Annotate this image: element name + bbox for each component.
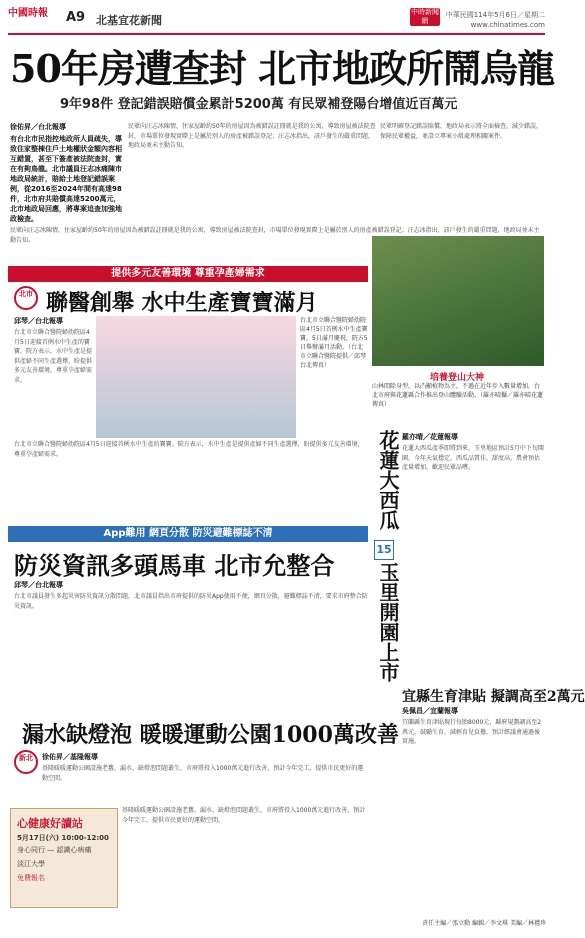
section4-body-2: 基隆暖暖運動公園設施老舊，漏水、缺燈泡問題叢生，市府將投入1000萬元進行改善，預計今年完工，提供市民更好的運動空間。	[122, 807, 366, 824]
plant-caption-title: 培養登山大神	[430, 373, 485, 383]
ad-line: 身心同行 — 認識心病痛	[17, 846, 92, 854]
section2-byline: 邱琴／台北報導	[14, 317, 63, 325]
event-ad	[10, 808, 118, 908]
hualien-byline: 羅亦晴／花蓮報導	[402, 433, 458, 441]
right-top-body: 民眾明確登記錯誤賠償，地政局表示將全面檢查，減少錯誤，保障民眾權益，並設立專案小組處理相關案件。	[380, 123, 543, 140]
section2-body: 台北市立聯合醫院婦幼院區4月5日迎接首例水中生產的寶寶。院方表示，水中生產是提供產婦不同生產選擇，盼提供多元友善環境，尊重孕產婦需求。	[14, 329, 93, 384]
main-headline: 50年房遭查封 北市地政所鬧烏龍	[10, 46, 555, 91]
website: www.chinatimes.com	[470, 21, 545, 29]
chinatimes-badge: 中時新聞網	[411, 8, 439, 25]
yilan-byline: 吳佩昌／宜蘭報導	[402, 707, 458, 715]
main-subhead: 9年98件 登記錯誤賠償金累計5200萬 有民眾補登陽台增值近百萬元	[60, 97, 458, 112]
yilan-title: 宜縣生育津貼 擬調高至2萬元	[402, 689, 585, 705]
plant-photo	[372, 236, 544, 366]
section2-banner: 提供多元友善環境 尊重孕產婦需求	[8, 266, 368, 282]
section4-byline: 徐佑昇／基隆報導	[42, 753, 98, 761]
section3-banner: App難用 網頁分散 防災避難標誌不清	[8, 526, 368, 542]
page-number: A9	[66, 10, 86, 25]
yilan-body: 宜蘭縣生育津貼現行每胎8000元，縣府規劃調高至2萬元，鼓勵生育，減輕育兒負擔，預計經議會通過後實施。	[402, 719, 542, 745]
hualien-title: 花蓮大西瓜	[376, 430, 400, 530]
hualien-subtitle: 玉里開園上市	[376, 562, 400, 682]
footer-art: 美編／林禮珍	[509, 920, 546, 927]
footer-edit: 編輯／李文琪	[472, 920, 509, 927]
section2-caption: 台北市立聯合醫院婦幼院區4月5日首例水中生產寶寶，5日滿月慶祝，院方5日舉辦滿月活動。（台北市立聯合醫院提供／邱琴台北傳真）	[300, 317, 368, 369]
section2-region-tag: 北市	[14, 286, 38, 310]
section4-body: 基隆暖暖運動公園設施老舊，漏水、缺燈泡問題叢生，市府將投入1000萬元進行改善，預計今年完工，提供市民更好的運動空間。	[42, 765, 364, 782]
section2-title: 聯醫創舉 水中生產寶寶滿月	[46, 290, 318, 316]
masthead-rule	[8, 33, 545, 35]
hospital-photo	[96, 316, 296, 438]
masthead-right	[446, 10, 545, 30]
section4-region-tag: 新北	[14, 750, 38, 774]
main-body: 民眾向汪志冰陳情，住家屋齡約50年的房屋因為被錯誤註冊就是我的公寓，導致房屋被法院查封，市場單位發現實際上是屬於別人的房產被錯誤登記；汪志冰指出，該戶發生的嚴重問題，地政局並未主動告知。	[10, 227, 540, 244]
plant-caption: 山林間除身型，以凸顯植物為主，不過在近年步入數量增加，台北市府與花蓮縣合作推出登山體驗活動。（羅亦晴攝／羅亦晴花蓮傳真）	[372, 383, 544, 408]
section3-title: 防災資訊多頭馬車 北市允整合	[14, 551, 335, 580]
section4-title: 漏水缺燈泡 暖暖運動公園1000萬改善	[22, 722, 399, 748]
ad-date: 5月17日(六) 10:00-12:00	[17, 834, 109, 842]
section3-byline: 邱琴／台北報導	[14, 581, 63, 589]
calendar-date-icon: 15	[374, 540, 394, 560]
section3-body: 台北市議員發生多起災害防災資訊分散問題，北市議員指出市府提供的防災App使用不便，網頁分散，避難標誌不清，要求市府整合防災資訊。	[14, 593, 368, 610]
ad-note: 免費報名	[17, 874, 45, 882]
issue-date: 中華民國114年5月6日／星期二	[445, 11, 545, 19]
ad-title: 心健康好讀站	[17, 817, 83, 830]
main-lead: 有台北市民指控地政所人員疏失，導致住家整棟住戶土地權狀金額內容相互錯置，甚至下簽產被法院查封，實在有夠鳥龍。北市議員汪志冰痛陳市地政局統計，賠給土地登記錯誤案例，從2016至2024年間有高達98件，北市府共賠償高達5200萬元，北市地政局回應，將專案追查加強地政檢查。	[10, 135, 122, 223]
footer-editor: 責任主編／張立勳	[422, 920, 471, 927]
newspaper-logo: 中國時報	[8, 8, 48, 19]
hualien-body: 花蓮大西瓜產季即將到來，玉里地區預計5月中下旬開園，今年天氣穩定，西瓜品質佳，甜度高，農會預估產量增加，歡迎民眾品嚐。	[402, 445, 544, 471]
footer-credits	[300, 918, 546, 927]
main-byline: 徐佑昇／台北報導	[10, 123, 66, 131]
ad-org: 淡江大學	[17, 860, 45, 868]
section-title: 北基宜花新聞	[96, 14, 162, 27]
main-body-2: 民眾向汪志冰陳情，住家屋齡約50年的房屋因為被錯誤註冊就是我的公寓，導致房屋被法院查封，市場單位發現實際上是屬於別人的房產被錯誤登記；汪志冰指出，該戶發生的嚴重問題，地政局並未主動告知。	[128, 123, 376, 149]
section2-body-2: 台北市立聯合醫院婦幼院區4月5日迎接首例水中生產的寶寶。院方表示，水中生產是提供產婦不同生產選擇，盼提供多元友善環境，尊重孕產婦需求。	[14, 441, 364, 458]
